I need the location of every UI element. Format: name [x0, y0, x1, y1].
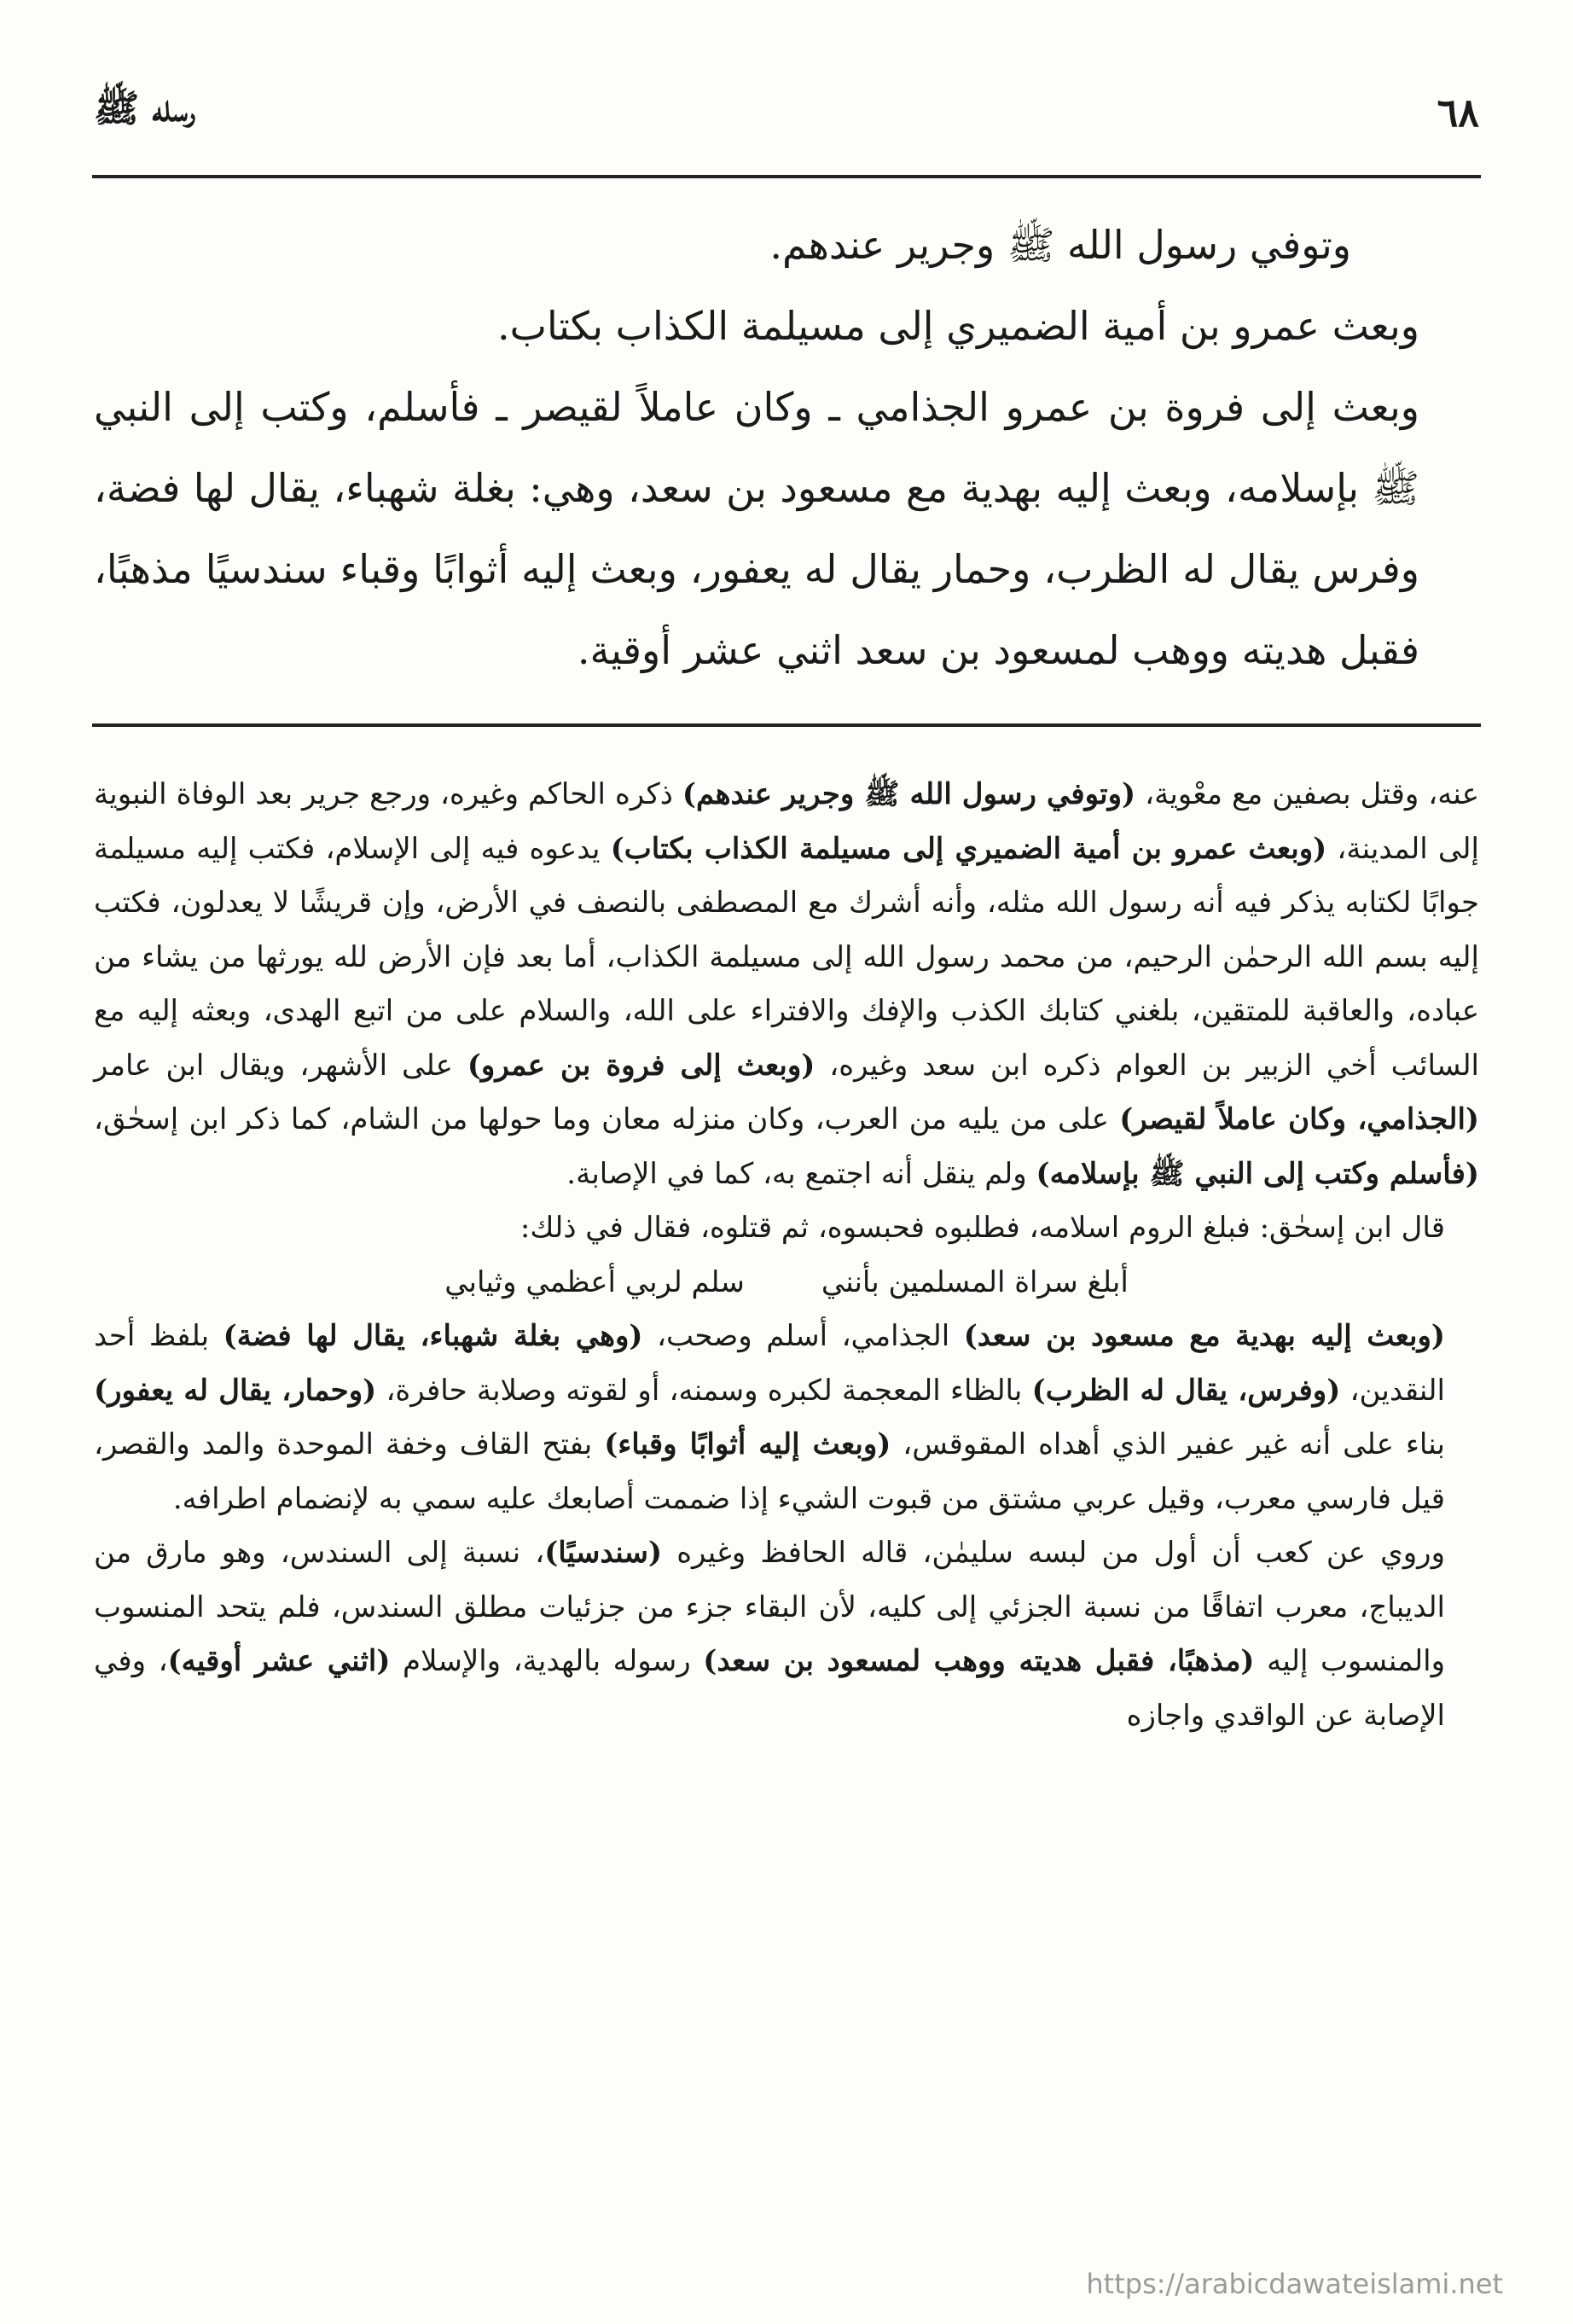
- commentary-text-run: وروي عن كعب أن أول من لبسه سليمٰن، قاله الحافظ وغيره: [662, 1536, 1445, 1570]
- commentary-text-run: يدعوه فيه إلى الإسلام، فكتب إليه مسيلمة جوابًا لكتابه يذكر فيه أنه رسول الله مثله، وأنه أشرك مع المصطفى بالنصف في الأرض، وإن قريشًا لا يعدلون، فكتب إليه بسم الله الرحمٰن الرحيم، من محمد رسول الله إلى مسيلمة الكذاب، أما بعد فإن الأرض لله يورثها من يشاء من عباده، والعاقبة للمتقين، بلغني كتابك الكذب والإفك والافتراء على الله، والسلام على من اتبع الهدى، وبعثه إليه مع السائب أخي الزبير بن العوام ذكره ابن سعد وغيره،: [94, 831, 1479, 1083]
- commentary-quote: (وهي بغلة شهباء، يقال لها فضة): [223, 1319, 643, 1353]
- commentary-text-run: عنه، وقتل بصفين مع معْوية،: [1135, 777, 1479, 811]
- poem-verse: [94, 1256, 1479, 1310]
- commentary-quote: (سندسيًا): [544, 1536, 663, 1570]
- page-number: ٦٨: [1437, 90, 1479, 136]
- commentary-quote: (وفرس، يقال له الظرب): [1031, 1373, 1341, 1408]
- commentary-text-run: على من يليه من العرب، وكان منزله معان وما حولها من الشام، كما ذكر ابن إسحٰق،: [94, 1102, 1120, 1136]
- commentary-quote: (وبعث إلى فروة بن عمرو): [467, 1048, 816, 1083]
- commentary-text-run: رسوله بالهدية، والإسلام: [390, 1644, 704, 1678]
- main-text: [94, 205, 1479, 691]
- commentary-text-run: بالظاء المعجمة لكبره وسمنه، أو لقوته وصلابة حافرة،: [376, 1373, 1032, 1408]
- commentary-text: [94, 768, 1479, 1743]
- commentary-paragraph: [94, 1310, 1479, 1526]
- commentary-quote: (وبعث عمرو بن أمية الضميري إلى مسيلمة الكذاب بكتاب): [610, 831, 1327, 866]
- main-paragraph: وبعث عمرو بن أمية الضميري إلى مسيلمة الكذاب بكتاب.: [497, 303, 1419, 349]
- commentary-text-run: الجذامي، أسلم وصحب،: [642, 1319, 964, 1353]
- commentary-text-run: بناء على أنه غير عفير الذي أهداه المقوقس،: [891, 1427, 1445, 1461]
- commentary-quote: (مذهبًا، فقبل هديته ووهب لمسعود بن سعد): [703, 1644, 1255, 1678]
- commentary-quote: (فأسلم وكتب إلى النبي ﷺ بإسلامه): [1036, 1156, 1479, 1191]
- watermark-url: https://arabicdawateislami.net: [1086, 2268, 1503, 2300]
- commentary-text-run: بلفظ أحد النقدين،: [94, 1319, 1445, 1408]
- page-header: [94, 78, 1479, 147]
- commentary-text-run: ، وفي الإصابة عن الواقدي واجازه: [94, 1644, 1445, 1733]
- main-paragraph: وبعث إلى فروة بن عمرو الجذامي ـ وكان عاملاً لقيصر ـ فأسلم، وكتب إلى النبي ﷺ بإسلامه، وبعث إليه بهدية مع مسعود بن سعد، وهي: بغلة شهباء، يقال لها فضة، وفرس يقال له الظرب، وحمار يقال له يعفور، وبعث إليه أثوابًا وقباء سندسيًا مذهبًا، فقبل هديته ووهب لمسعود بن سعد اثني عشر أوقية.: [94, 384, 1419, 673]
- commentary-divider: [92, 723, 1481, 727]
- commentary-quote: (اثني عشر أوقيه): [167, 1644, 391, 1678]
- commentary-text-run: على الأشهر، ويقال ابن عامر: [94, 1048, 467, 1083]
- running-title: رسله ﷺ: [94, 87, 196, 131]
- commentary-paragraph: [94, 1526, 1479, 1743]
- header-rule: [92, 175, 1481, 178]
- commentary-quote: (وبعث إليه بهدية مع مسعود بن سعد): [963, 1319, 1446, 1353]
- commentary-paragraph: [94, 768, 1479, 1201]
- commentary-text-run: ذكره الحاكم وغيره، ورجع جرير بعد الوفاة النبوية إلى المدينة،: [94, 777, 1479, 866]
- commentary-paragraph: قال ابن إسحٰق: فبلغ الروم اسلامه، فطلبوه فحبسوه، ثم قتلوه، فقال في ذلك:: [519, 1211, 1445, 1245]
- commentary-quote: (وبعث إليه أثوابًا وقباء): [604, 1427, 891, 1461]
- commentary-text-run: ولم ينقل أنه اجتمع به، كما في الإصابة.: [566, 1156, 1036, 1191]
- commentary-text-run: بفتح القاف وخفة الموحدة والمد والقصر، قيل فارسي معرب، وقيل عربي مشتق من قبوت الشيء إذا ضممت أصابعك عليه سمي به لإنضمام اطرافه.: [94, 1427, 1445, 1516]
- poem-hemistich-left: سلم لربي أعظمي وثيابي: [444, 1264, 745, 1299]
- commentary-text-run: ، نسبة إلى السندس، وهو مارق من الديباج، معرب اتفاقًا من نسبة الجزئي إلى كليه، لأن البقاء جزء من جزئيات مطلق السندس، فلم يتحد المنسوب والمنسوب إليه: [94, 1536, 1446, 1678]
- commentary-quote: (الجذامي، وكان عاملاً لقيصر): [1119, 1102, 1479, 1136]
- commentary-quote: (وحمار، يقال له يعفور): [94, 1373, 377, 1408]
- commentary-quote: (وتوفي رسول الله ﷺ وجرير عندهم): [682, 777, 1136, 811]
- poem-hemistich-right: أبلغ سراة المسلمين بأنني: [821, 1264, 1129, 1299]
- main-paragraph: وتوفي رسول الله ﷺ وجرير عندهم.: [769, 222, 1351, 268]
